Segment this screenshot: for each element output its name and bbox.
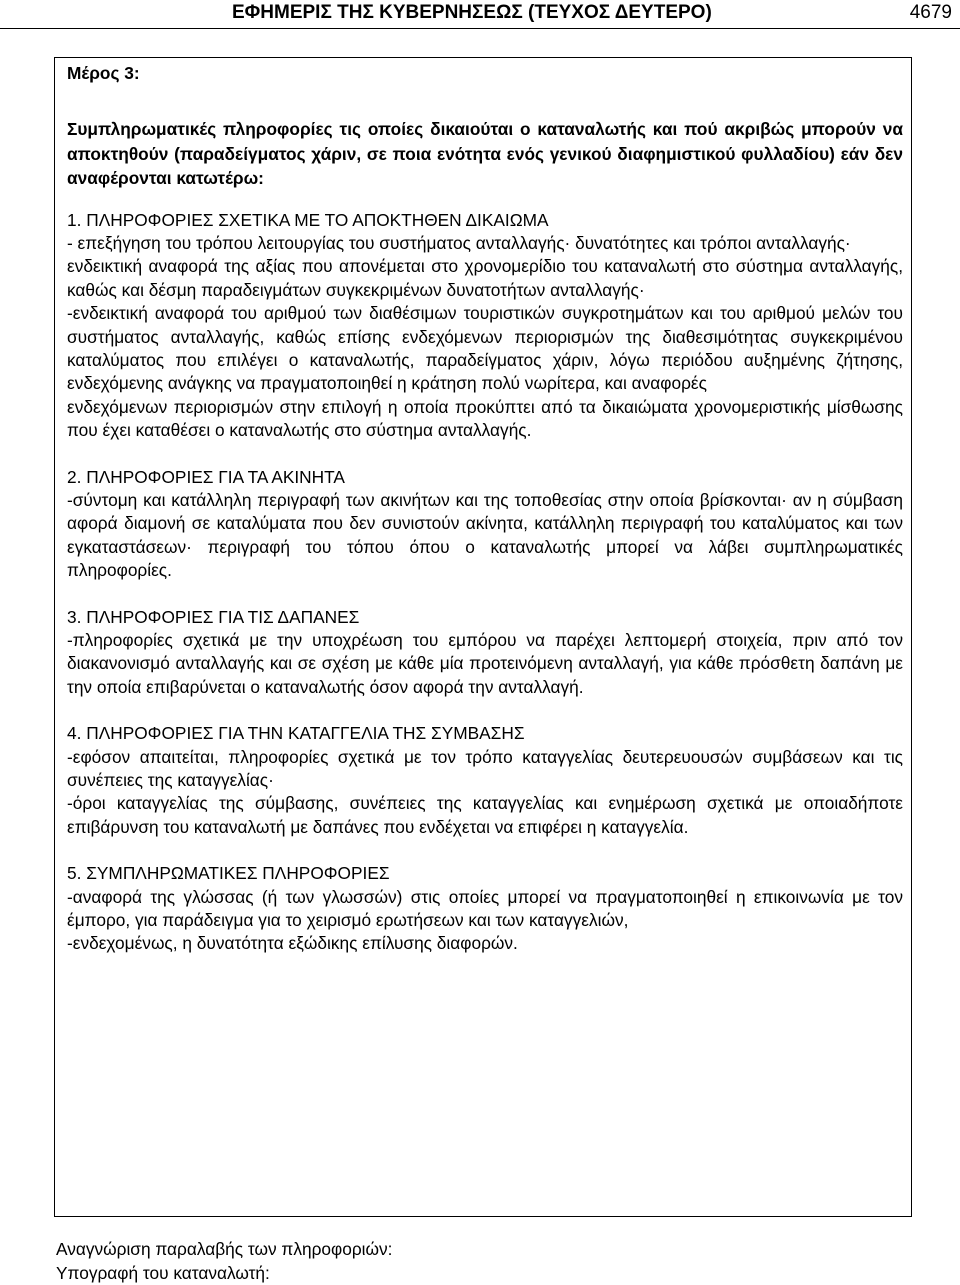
section-2-paragraph: -σύντομη και κατάλληλη περιγραφή των ακινήτων και της τοποθεσίας στην οποία βρίσκονται· αν η σύμβαση αφορά διαμονή σε καταλύματα που δεν συνιστούν ακίνητα, κατάλληλη περιγραφή του καταλύματος και των εγκαταστάσεων· περιγραφή του τόπου όπου ο καταναλωτής μπορεί να λάβει συμπληρωματικές πληροφορίες. bbox=[67, 489, 903, 583]
section-1-paragraph: ενδεχόμενων περιορισμών στην επιλογή η οποία προκύπτει από τα δικαιώματα χρονομεριστικής μίσθωσης που έχει καταθέσει ο καταναλωτής στο σύστημα ανταλλαγής. bbox=[67, 396, 903, 443]
section-1-paragraph: - επεξήγηση του τρόπου λειτουργίας του συστήματος ανταλλαγής· δυνατότητες και τρόποι ανταλλαγής· bbox=[67, 232, 903, 255]
section-2-heading: 2. ΠΛΗΡΟΦΟΡΙΕΣ ΓΙΑ ΤΑ ΑΚΙΝΗΤΑ bbox=[67, 466, 903, 489]
journal-title: ΕΦΗΜΕΡΙΣ ΤΗΣ ΚΥΒΕΡΝΗΣΕΩΣ (ΤΕΥΧΟΣ ΔΕΥΤΕΡΟ) bbox=[232, 2, 712, 24]
section-4-paragraph: -εφόσον απαιτείται, πληροφορίες σχετικά με τον τρόπο καταγγελίας δευτερευουσών συμβάσεων και τις συνέπειες της καταγγελίας· bbox=[67, 746, 903, 793]
part-intro: Συμπληρωματικές πληροφορίες τις οποίες δικαιούται ο καταναλωτής και πού ακριβώς μπορούν να αποκτηθούν (παραδείγματος χάριν, σε ποια ενότητα ενός γενικού διαφημιστικού φυλλαδίου) εάν δεν αναφέρονται κατωτέρω: bbox=[67, 117, 903, 191]
info-content bbox=[67, 58, 903, 956]
page-number: 4679 bbox=[910, 2, 952, 24]
section-3-heading: 3. ΠΛΗΡΟΦΟΡΙΕΣ ΓΙΑ ΤΙΣ ΔΑΠΑΝΕΣ bbox=[67, 606, 903, 629]
section-3-paragraph: -πληροφορίες σχετικά με την υποχρέωση του εμπόρου να παρέχει λεπτομερή στοιχεία, πριν από τον διακανονισμό ανταλλαγής και σε σχέση με κάθε μία προτεινόμενη ανταλλαγή, για κάθε πρόσθετη δαπάνη με την οποία επιβαρύνεται ο καταναλωτής όσον αφορά την ανταλλαγή. bbox=[67, 629, 903, 699]
part-title: Μέρος 3: bbox=[67, 61, 903, 85]
section-5-paragraph: -αναφορά της γλώσσας (ή των γλωσσών) στις οποίες μπορεί να πραγματοποιηθεί η επικοινωνία με τον έμπορο, για παράδειγμα για το χειρισμό ερωτήσεων και των καταγγελιών, bbox=[67, 886, 903, 933]
section-4-heading: 4. ΠΛΗΡΟΦΟΡΙΕΣ ΓΙΑ ΤΗΝ ΚΑΤΑΓΓΕΛΙΑ ΤΗΣ ΣΥΜΒΑΣΗΣ bbox=[67, 722, 903, 745]
acknowledgement-label: Αναγνώριση παραλαβής των πληροφοριών: bbox=[56, 1238, 392, 1262]
section-5-heading: 5. ΣΥΜΠΛΗΡΩΜΑΤΙΚΕΣ ΠΛΗΡΟΦΟΡΙΕΣ bbox=[67, 862, 903, 885]
section-1-paragraph: ενδεικτική αναφορά της αξίας που απονέμεται στο χρονομερίδιο του καταναλωτή στο σύστημα ανταλλαγής, καθώς και δέσμη παραδειγμάτων συγκεκριμένων δυνατοτήτων ανταλλαγής· bbox=[67, 255, 903, 302]
section-4-paragraph: -όροι καταγγελίας της σύμβασης, συνέπειες της καταγγελίας και ενημέρωση σχετικά με οποιαδήποτε επιβάρυνση του καταναλωτή με δαπάνες που ενδέχεται να επιφέρει η καταγγελία. bbox=[67, 792, 903, 839]
section-5-paragraph: -ενδεχομένως, η δυνατότητα εξώδικης επίλυσης διαφορών. bbox=[67, 932, 903, 955]
section-1-paragraph: -ενδεικτική αναφορά του αριθμού των διαθέσιμων τουριστικών συγκροτημάτων και του αριθμού μελών του συστήματος ανταλλαγής, καθώς επίσης ενδεχόμενων περιορισμών της διαθεσιμότητας συγκεκριμένου καταλύματος που επιλέγει ο καταναλωτής, παραδείγματος χάριν, λόγω περιόδου αυξημένης ζήτησης, ενδεχόμενης ανάγκης να πραγματοποιηθεί η κράτηση πολύ νωρίτερα, και αναφορές bbox=[67, 302, 903, 396]
page-footer bbox=[56, 1238, 392, 1285]
page-header bbox=[0, 0, 960, 29]
signature-label: Υπογραφή του καταναλωτή: bbox=[56, 1262, 392, 1285]
section-1-heading: 1. ΠΛΗΡΟΦΟΡΙΕΣ ΣΧΕΤΙΚΑ ΜΕ ΤΟ ΑΠΟΚΤΗΘΕΝ ΔΙΚΑΙΩΜΑ bbox=[67, 209, 903, 232]
